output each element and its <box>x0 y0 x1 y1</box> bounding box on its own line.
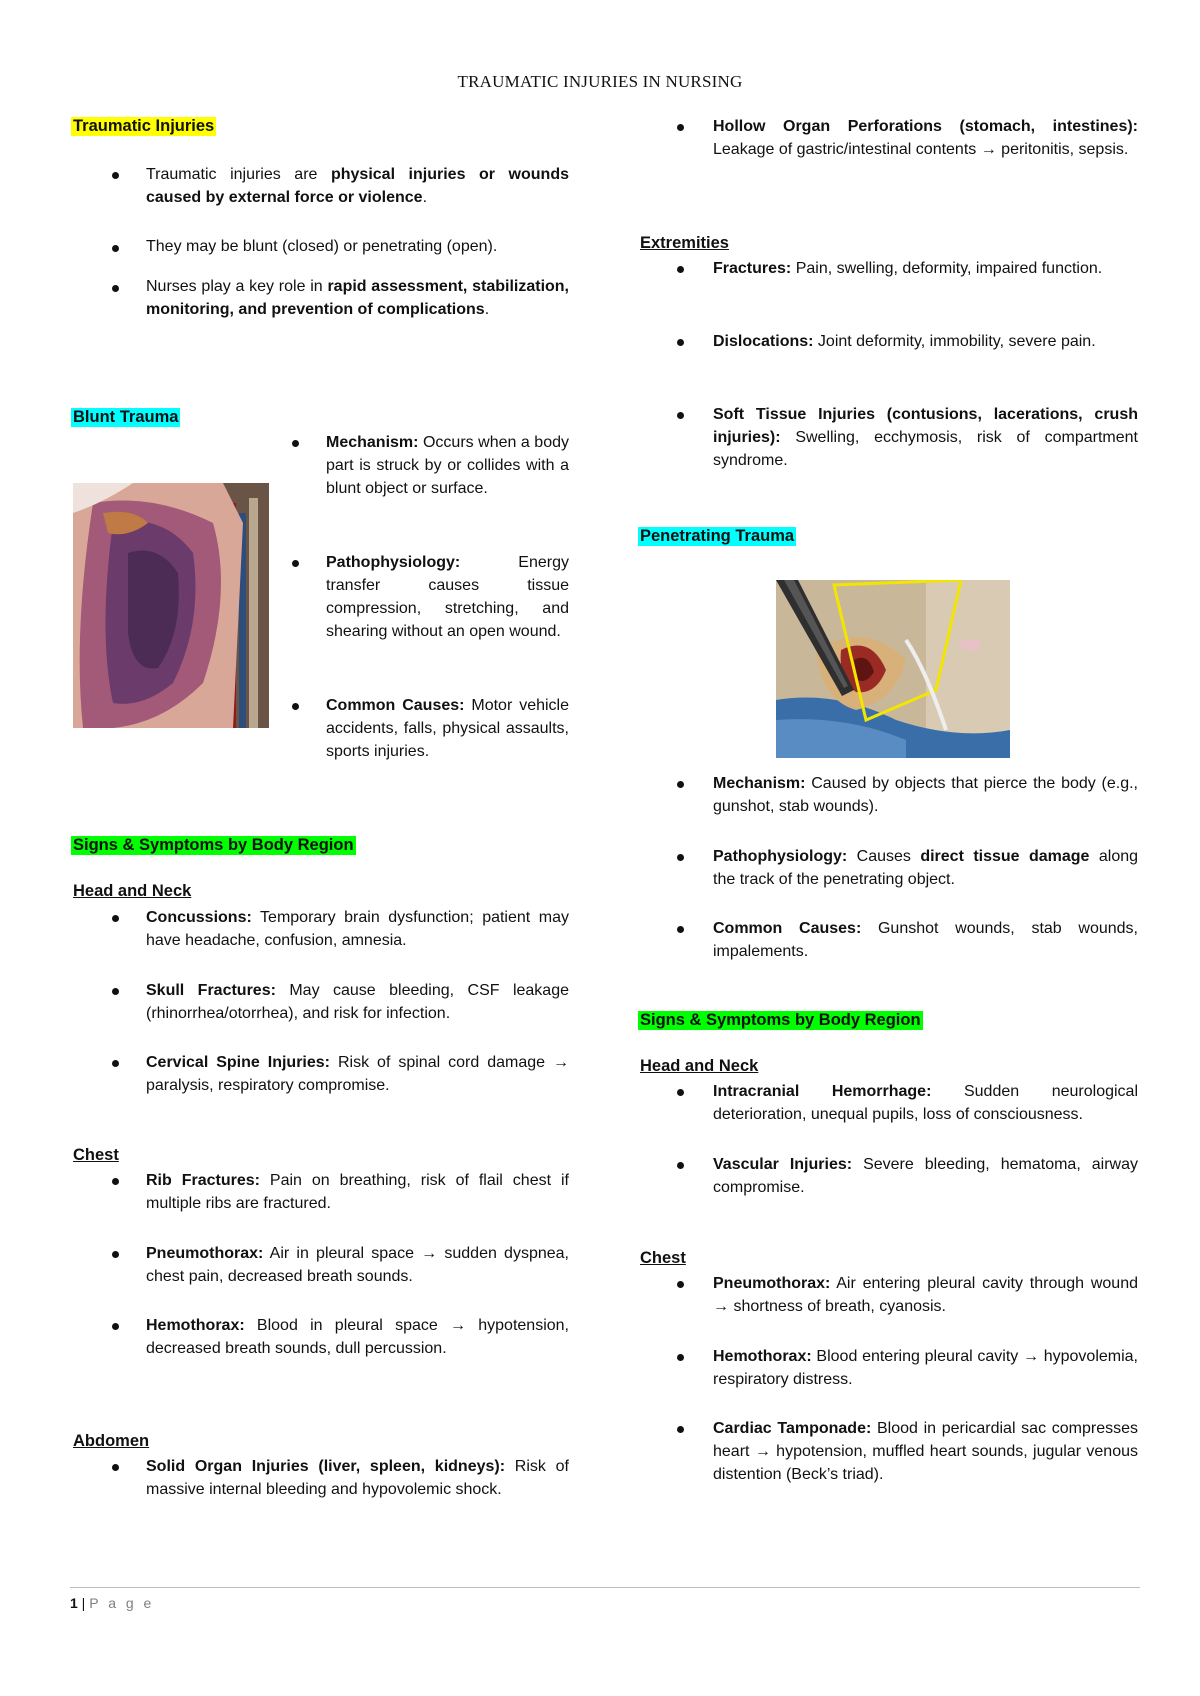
bullet-icon <box>677 339 684 346</box>
bullet-icon <box>112 1464 119 1471</box>
abdomen-subheading: Abdomen <box>73 1432 150 1450</box>
footer-divider <box>70 1587 1140 1588</box>
traumatic-injuries-heading: Traumatic Injuries <box>73 117 215 135</box>
penetrating-wound-photo <box>776 580 1010 758</box>
penetrating-pathophysiology: Pathophysiology: Causes direct tissue damage along the track of the penetrating object. <box>713 848 1139 888</box>
bullet-icon <box>292 440 299 447</box>
page-label: P a g e <box>89 1595 155 1611</box>
extremities-subheading: Extremities <box>640 234 729 252</box>
page-footer <box>70 1595 154 1611</box>
page-number: 1 <box>70 1595 78 1611</box>
penetrating-common-causes: Common Causes: Gunshot wounds, stab wounds, impalements. <box>713 920 1138 960</box>
solid-organ-item: Solid Organ Injuries (liver, spleen, kidneys): Risk of massive internal bleeding and hypovolemic shock. <box>146 1458 569 1498</box>
bullet-icon <box>677 781 684 788</box>
intro-bullet-3: Nurses play a key role in rapid assessment, stabilization, monitoring, and prevention of complications. <box>146 278 570 318</box>
bullet-icon <box>677 124 684 131</box>
blunt-trauma-heading: Blunt Trauma <box>73 408 179 426</box>
dislocations-item: Dislocations: Joint deformity, immobility, severe pain. <box>713 333 1096 350</box>
bullet-icon <box>677 926 684 933</box>
bullet-icon <box>677 412 684 419</box>
intracranial-hemorrhage-item: Intracranial Hemorrhage: Sudden neurological deterioration, unequal pupils, loss of consciousness. <box>713 1083 1138 1123</box>
left-pneumothorax-item: Pneumothorax: Air in pleural space → sudden dyspnea, chest pain, decreased breath sounds. <box>146 1245 569 1285</box>
intro-bullet-2: They may be blunt (closed) or penetrating (open). <box>146 238 498 255</box>
soft-tissue-item: Soft Tissue Injuries (contusions, lacerations, crush injuries): Swelling, ecchymosis, risk of compartment syndrome. <box>713 406 1138 469</box>
left-head-neck-subheading: Head and Neck <box>73 882 192 900</box>
page-title: TRAUMATIC INJURIES IN NURSING <box>457 72 743 91</box>
concussions-item: Concussions: Temporary brain dysfunction; patient may have headache, confusion, amnesia. <box>146 909 569 949</box>
bullet-icon <box>677 1162 684 1169</box>
bullet-icon <box>677 1089 684 1096</box>
bullet-icon <box>292 560 299 567</box>
bullet-icon <box>677 1426 684 1433</box>
bruise-photo <box>73 483 269 728</box>
bullet-icon <box>112 172 119 179</box>
bullet-icon <box>292 703 299 710</box>
bullet-icon <box>677 1281 684 1288</box>
right-head-neck-subheading: Head and Neck <box>640 1057 759 1075</box>
blunt-common-causes: Common Causes: Motor vehicle accidents, falls, physical assaults, sports injuries. <box>326 697 569 760</box>
bullet-icon <box>677 854 684 861</box>
bullet-icon <box>112 285 119 292</box>
right-hemothorax-item: Hemothorax: Blood entering pleural cavity → hypovolemia, respiratory distress. <box>713 1348 1138 1388</box>
bullet-icon <box>112 915 119 922</box>
footer-separator: | <box>77 1595 90 1611</box>
bullet-icon <box>112 988 119 995</box>
cardiac-tamponade-item: Cardiac Tamponade: Blood in pericardial sac compresses heart → hypotension, muffled heart sounds, jugular venous distention (Beck’s triad). <box>713 1420 1138 1483</box>
cervical-spine-item: Cervical Spine Injuries: Risk of spinal cord damage → paralysis, respiratory compromise. <box>146 1054 570 1094</box>
bullet-icon <box>112 1060 119 1067</box>
right-pneumothorax-item: Pneumothorax: Air entering pleural cavity through wound → shortness of breath, cyanosis. <box>713 1275 1138 1315</box>
bullet-icon <box>112 245 119 252</box>
bullet-icon <box>677 1354 684 1361</box>
vascular-injuries-item: Vascular Injuries: Severe bleeding, hematoma, airway compromise. <box>713 1156 1138 1196</box>
left-chest-subheading: Chest <box>73 1146 119 1164</box>
penetrating-mechanism: Mechanism: Caused by objects that pierce the body (e.g., gunshot, stab wounds). <box>713 775 1138 815</box>
right-chest-subheading: Chest <box>640 1249 686 1267</box>
right-signs-heading: Signs & Symptoms by Body Region <box>640 1011 921 1029</box>
blunt-pathophysiology: Pathophysiology: Energy transfer causes tissue compression, stretching, and shearing without an open wound. <box>326 554 569 640</box>
blunt-mechanism: Mechanism: Occurs when a body part is struck by or collides with a blunt object or surface. <box>326 434 569 497</box>
hollow-organ-item: Hollow Organ Perforations (stomach, intestines): Leakage of gastric/intestinal contents → peritonitis, sepsis. <box>713 118 1138 158</box>
bullet-icon <box>677 266 684 273</box>
bullet-icon <box>112 1323 119 1330</box>
intro-bullet-1: Traumatic injuries are physical injuries or wounds caused by external force or violence. <box>146 166 569 206</box>
left-signs-heading: Signs & Symptoms by Body Region <box>73 836 354 854</box>
rib-fractures-item: Rib Fractures: Pain on breathing, risk of flail chest if multiple ribs are fractured. <box>146 1172 569 1212</box>
bullet-icon <box>112 1178 119 1185</box>
fractures-item: Fractures: Pain, swelling, deformity, impaired function. <box>713 260 1103 277</box>
skull-fractures-item: Skull Fractures: May cause bleeding, CSF leakage (rhinorrhea/otorrhea), and risk for infection. <box>146 982 569 1022</box>
left-hemothorax-item: Hemothorax: Blood in pleural space → hypotension, decreased breath sounds, dull percussion. <box>146 1317 569 1357</box>
penetrating-trauma-heading: Penetrating Trauma <box>640 527 795 545</box>
bullet-icon <box>112 1251 119 1258</box>
